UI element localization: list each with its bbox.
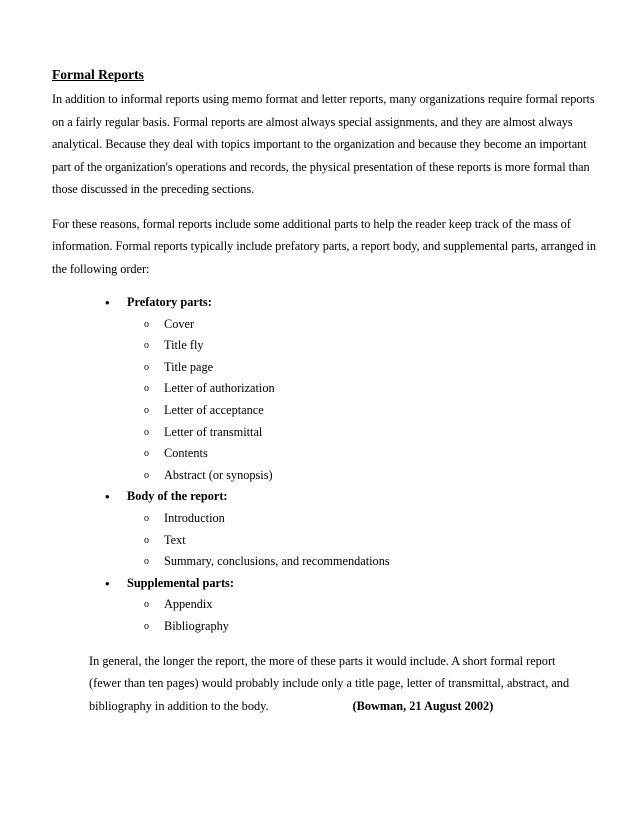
bullet-icon: • [105, 489, 110, 505]
circle-bullet-icon: o [144, 340, 149, 352]
bullet-icon: • [105, 575, 110, 591]
circle-bullet-icon: o [144, 426, 149, 438]
citation: (Bowman, 21 August 2002) [352, 698, 494, 713]
list-item: o Title fly [164, 335, 598, 357]
section-title: Prefatory parts: [127, 295, 212, 309]
circle-bullet-icon: o [144, 448, 149, 460]
list-item: o Appendix [164, 594, 598, 616]
closing-text: In general, the longer the report, the more of these parts it would include. A short formal report (fewer than ten pages) would probably include only a title page, letter of transmittal, abstract, and bibliography in addition to the body. [89, 653, 570, 713]
document-heading: Formal Reports [52, 67, 144, 82]
list-item: o Summary, conclusions, and recommendations [164, 551, 598, 573]
sub-list [127, 594, 598, 637]
circle-bullet-icon: o [144, 404, 149, 416]
intro-paragraph: In addition to informal reports using memo format and letter reports, many organizations require formal reports on a fairly regular basis. Formal reports are almost always special assignments, and they are almost always analytical. Because they deal with topics important to the organization and because they become an important part of the organization's operations and records, the physical presentation of these reports is more formal than those discussed in the preceding sections. [52, 92, 595, 196]
list-item: o Letter of acceptance [164, 400, 598, 422]
section-title: Body of the report: [127, 489, 228, 504]
circle-bullet-icon: o [144, 383, 149, 395]
list-item: o Letter of authorization [164, 378, 598, 400]
circle-bullet-icon: o [144, 534, 149, 546]
circle-bullet-icon: o [144, 469, 149, 481]
circle-bullet-icon: o [144, 361, 149, 373]
reasons-paragraph: For these reasons, formal reports include some additional parts to help the reader keep track of the mass of information. Formal reports typically include prefatory parts, a report body, and supplemental parts, arranged in the following order: [52, 216, 597, 276]
list-item: o Bibliography [164, 616, 598, 638]
report-parts-list [52, 292, 598, 638]
list-item: o Title page [164, 357, 598, 379]
circle-bullet-icon: o [144, 599, 149, 611]
list-item: o Letter of transmittal [164, 422, 598, 444]
list-item: o Introduction [164, 508, 598, 530]
sub-list [127, 314, 598, 487]
list-item: o Text [164, 530, 598, 552]
sub-list [127, 508, 598, 573]
closing-paragraph [89, 650, 598, 718]
section-supplemental-parts [52, 573, 598, 638]
list-item: o Abstract (or synopsis) [164, 465, 598, 487]
section-title: Supplemental parts: [127, 575, 234, 590]
list-item: o Cover [164, 314, 598, 336]
circle-bullet-icon: o [144, 318, 149, 330]
section-body-of-report [52, 486, 598, 572]
section-prefatory-parts [52, 292, 598, 486]
circle-bullet-icon: o [144, 556, 149, 568]
circle-bullet-icon: o [144, 620, 149, 632]
bullet-icon: • [105, 295, 110, 310]
list-item: o Contents [164, 443, 598, 465]
circle-bullet-icon: o [144, 512, 149, 524]
